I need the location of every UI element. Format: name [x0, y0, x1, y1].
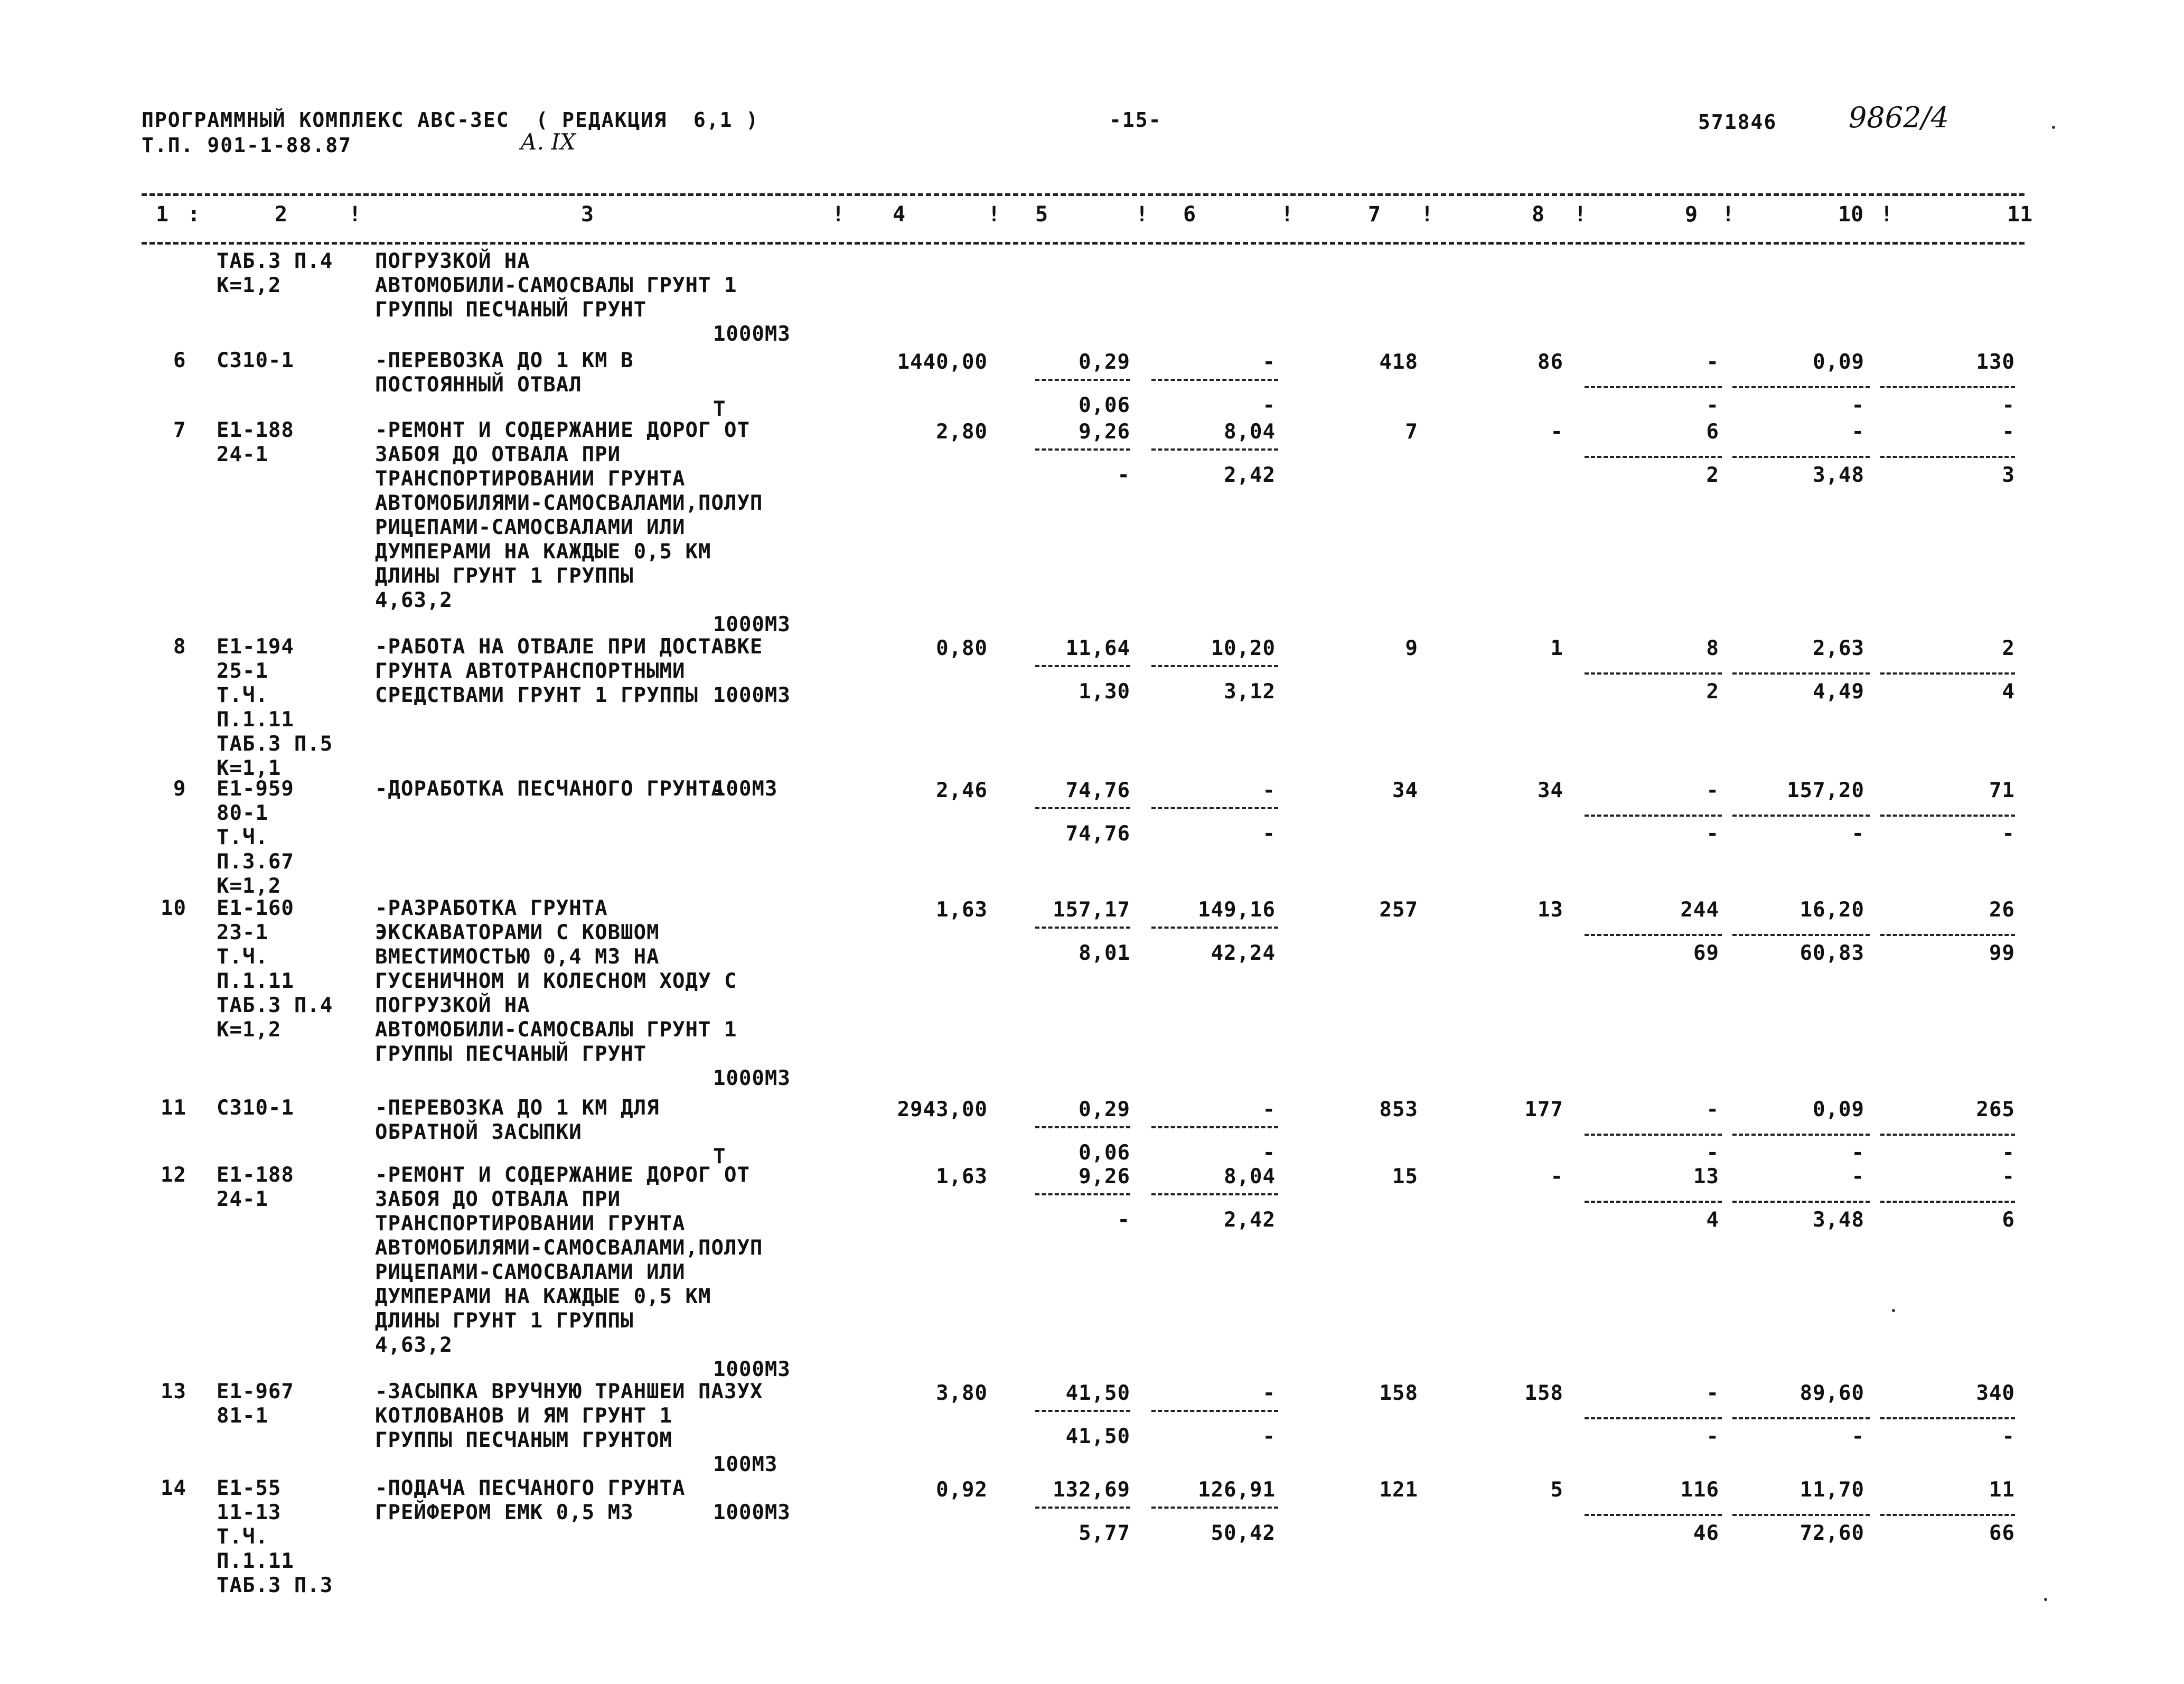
- col10-value: 2,63: [1813, 637, 1864, 660]
- col5-value: 74,76: [1065, 779, 1130, 802]
- norm-code: 23-1: [217, 921, 268, 944]
- work-description: ЗАБОЯ ДО ОТВАЛА ПРИ: [375, 443, 621, 466]
- col6-value: -: [1262, 779, 1276, 802]
- col5-value: 9,26: [1079, 1165, 1130, 1189]
- fraction-bar: [1732, 456, 1870, 458]
- column-header-rule: [142, 242, 2024, 245]
- norm-code: Е1-55: [217, 1476, 282, 1500]
- fraction-bar: [1732, 815, 1870, 817]
- col11-value: 340: [1976, 1381, 2015, 1405]
- col5-sub-value: 41,50: [1065, 1425, 1130, 1448]
- fraction-bar: [1585, 1514, 1722, 1516]
- fraction-bar: [1035, 1126, 1130, 1128]
- col11-sub-value: -: [2002, 394, 2015, 417]
- fraction-bar: [1035, 1507, 1130, 1509]
- col5-value: 9,26: [1079, 420, 1130, 444]
- norm-code: П.3.67: [217, 850, 294, 874]
- col6-sub-value: 2,42: [1224, 463, 1276, 487]
- col11-value: 2: [2002, 637, 2015, 660]
- col9-sub-value: 4: [1706, 1208, 1719, 1232]
- work-description: ГРУППЫ ПЕСЧАНЫЙ ГРУНТ: [375, 1042, 647, 1066]
- col4-quantity: 1,63: [936, 898, 988, 922]
- fraction-bar: [1880, 1201, 2015, 1203]
- col6-sub-value: 42,24: [1211, 941, 1276, 965]
- fraction-bar: [1732, 672, 1870, 675]
- col4-quantity: 2,80: [936, 420, 988, 444]
- work-description: ТРАНСПОРТИРОВАНИИ ГРУНТА: [375, 467, 686, 491]
- col10-value: -: [1851, 1165, 1864, 1189]
- fraction-bar: [1585, 934, 1722, 936]
- fraction-bar: [1585, 815, 1722, 817]
- work-description: ЗАБОЯ ДО ОТВАЛА ПРИ: [375, 1187, 621, 1211]
- unit-of-measure: Т: [713, 1145, 726, 1168]
- col11-sub-value: 4: [2002, 680, 2015, 704]
- fraction-bar: [1151, 1507, 1278, 1509]
- row-number: 7: [173, 418, 186, 442]
- fraction-bar: [1880, 456, 2015, 458]
- fraction-bar: [1732, 1417, 1870, 1419]
- col8-value: 1: [1550, 637, 1563, 660]
- column-header-2: 2: [275, 202, 288, 227]
- col6-value: 149,16: [1198, 898, 1276, 922]
- norm-code: ТАБ.3 П.4: [217, 249, 333, 273]
- col6-value: 126,91: [1198, 1478, 1276, 1502]
- col6-sub-value: 2,42: [1224, 1208, 1276, 1232]
- col7-value: 34: [1392, 779, 1418, 802]
- column-separator: !: [1880, 202, 1894, 227]
- col6-value: 8,04: [1224, 1165, 1276, 1189]
- fraction-bar: [1035, 927, 1130, 929]
- col5-value: 132,69: [1053, 1478, 1130, 1502]
- fraction-bar: [1151, 665, 1278, 667]
- col5-sub-value: 74,76: [1065, 822, 1130, 846]
- work-description: -РЕМОНТ И СОДЕРЖАНИЕ ДОРОГ ОТ: [375, 1163, 750, 1187]
- col6-sub-value: -: [1262, 822, 1276, 846]
- col5-value: 0,29: [1079, 350, 1130, 374]
- col8-value: 34: [1538, 779, 1563, 802]
- fraction-bar: [1732, 1134, 1870, 1136]
- norm-code: 24-1: [217, 1187, 268, 1211]
- sheet-mark: А. IX: [520, 129, 576, 155]
- col7-value: 853: [1379, 1098, 1418, 1121]
- work-description: РИЦЕПАМИ-САМОСВАЛАМИ ИЛИ: [375, 516, 686, 539]
- fraction-bar: [1151, 927, 1278, 929]
- work-description: ДЛИНЫ ГРУНТ 1 ГРУППЫ: [375, 564, 634, 588]
- column-header-3: 3: [581, 202, 594, 227]
- col11-value: 130: [1976, 350, 2015, 374]
- work-description: ТРАНСПОРТИРОВАНИИ ГРУНТА: [375, 1212, 686, 1236]
- work-description: ГРУППЫ ПЕСЧАНЫЙ ГРУНТ: [375, 298, 647, 322]
- col11-value: 26: [1989, 898, 2015, 922]
- column-separator: !: [832, 202, 845, 227]
- col5-value: 11,64: [1065, 637, 1130, 660]
- col10-value: 11,70: [1799, 1478, 1864, 1502]
- speck: [1892, 1309, 1895, 1312]
- column-header-9: 9: [1685, 202, 1698, 227]
- norm-code: К=1,2: [217, 1018, 282, 1042]
- norm-code: ТАБ.3 П.4: [217, 994, 333, 1017]
- norm-code: Е1-188: [217, 418, 294, 442]
- norm-code: П.1.11: [217, 1549, 294, 1573]
- col8-value: 86: [1538, 350, 1563, 374]
- norm-code: Е1-188: [217, 1163, 294, 1187]
- col7-value: 158: [1379, 1381, 1418, 1405]
- work-description: -РАЗРАБОТКА ГРУНТА: [375, 896, 608, 920]
- work-description: ДЛИНЫ ГРУНТ 1 ГРУППЫ: [375, 1309, 634, 1333]
- unit-of-measure: 1000М3: [713, 684, 791, 707]
- col7-value: 15: [1392, 1165, 1418, 1189]
- column-header-1: 1: [156, 202, 169, 227]
- work-description: АВТОМОБИЛЯМИ-САМОСВАЛАМИ,ПОЛУП: [375, 491, 763, 515]
- column-separator: !: [1574, 202, 1587, 227]
- col11-value: -: [2002, 1165, 2015, 1189]
- program-title: ПРОГРАММНЫЙ КОМПЛЕКС АВС-ЗЕС ( РЕДАКЦИЯ 6,1 ): [142, 108, 760, 132]
- col6-value: -: [1262, 1381, 1276, 1405]
- col9-value: -: [1706, 1381, 1719, 1405]
- col9-value: -: [1706, 350, 1719, 374]
- fraction-bar: [1585, 386, 1722, 388]
- col11-value: 265: [1976, 1098, 2015, 1121]
- fraction-bar: [1585, 1201, 1722, 1203]
- column-separator: !: [1722, 202, 1735, 227]
- handwritten-index: 9862/4: [1849, 101, 1949, 134]
- col6-sub-value: -: [1262, 1425, 1276, 1448]
- col8-value: 177: [1524, 1098, 1563, 1121]
- col6-value: 10,20: [1211, 637, 1276, 660]
- col11-sub-value: -: [2002, 1141, 2015, 1165]
- fraction-bar: [1151, 1410, 1278, 1412]
- norm-code: ТАБ.3 П.3: [217, 1574, 333, 1597]
- work-description: ПОГРУЗКОЙ НА: [375, 249, 530, 273]
- norm-code: К=1,2: [217, 274, 282, 297]
- col7-value: 121: [1379, 1478, 1418, 1502]
- work-description: 4,63,2: [375, 1333, 453, 1357]
- norm-code: 24-1: [217, 443, 268, 466]
- norm-code: Т.Ч.: [217, 684, 268, 707]
- col4-quantity: 0,80: [936, 637, 988, 660]
- col10-value: 157,20: [1787, 779, 1864, 802]
- col4-quantity: 0,92: [936, 1478, 988, 1502]
- col9-sub-value: -: [1706, 822, 1719, 846]
- col10-sub-value: 60,83: [1799, 941, 1864, 965]
- document-code: 571846: [1698, 110, 1777, 134]
- col8-value: 5: [1550, 1478, 1563, 1502]
- column-header-10: 10: [1838, 202, 1864, 227]
- col5-sub-value: 5,77: [1079, 1521, 1130, 1545]
- norm-code: П.1.11: [217, 969, 294, 993]
- work-description: -РАБОТА НА ОТВАЛЕ ПРИ ДОСТАВКЕ: [375, 635, 763, 659]
- col11-value: 11: [1989, 1478, 2015, 1502]
- column-header-11: 11: [2007, 202, 2033, 227]
- project-code: Т.П. 901-1-88.87: [142, 134, 352, 157]
- speck: [2044, 1598, 2047, 1601]
- norm-code: 81-1: [217, 1404, 268, 1428]
- column-separator: !: [1136, 202, 1149, 227]
- col4-quantity: 2,46: [936, 779, 988, 802]
- row-number: 11: [161, 1096, 186, 1120]
- work-description: АВТОМОБИЛЯМИ-САМОСВАЛАМИ,ПОЛУП: [375, 1236, 763, 1260]
- column-header-7: 7: [1368, 202, 1381, 227]
- col6-sub-value: 3,12: [1224, 680, 1276, 704]
- fraction-bar: [1151, 1126, 1278, 1128]
- fraction-bar: [1035, 807, 1130, 809]
- norm-code: С310-1: [217, 349, 294, 372]
- col6-sub-value: -: [1262, 394, 1276, 417]
- work-description: 4,63,2: [375, 588, 453, 612]
- row-number: 13: [161, 1380, 186, 1404]
- col9-sub-value: -: [1706, 1425, 1719, 1448]
- fraction-bar: [1585, 672, 1722, 675]
- norm-code: Е1-959: [217, 777, 294, 801]
- norm-code: К=1,1: [217, 756, 282, 780]
- fraction-bar: [1035, 1410, 1130, 1412]
- col6-value: -: [1262, 350, 1276, 374]
- row-number: 12: [161, 1163, 186, 1187]
- speck: [2052, 126, 2055, 129]
- column-separator: !: [349, 202, 362, 227]
- work-description: КОТЛОВАНОВ И ЯМ ГРУНТ 1: [375, 1404, 673, 1428]
- unit-of-measure: 1000М3: [713, 1501, 791, 1524]
- column-separator: !: [988, 202, 1001, 227]
- col5-sub-value: 1,30: [1079, 680, 1130, 704]
- fraction-bar: [1732, 934, 1870, 936]
- col9-sub-value: -: [1706, 394, 1719, 417]
- row-number: 10: [161, 896, 186, 920]
- work-description: ПОСТОЯННЫЙ ОТВАЛ: [375, 373, 582, 397]
- column-separator: !: [1421, 202, 1434, 227]
- work-description: РИЦЕПАМИ-САМОСВАЛАМИ ИЛИ: [375, 1260, 686, 1284]
- work-description: ДУМПЕРАМИ НА КАЖДЫЕ 0,5 КМ: [375, 1285, 711, 1308]
- work-description: АВТОМОБИЛИ-САМОСВАЛЫ ГРУНТ 1: [375, 274, 737, 297]
- col6-sub-value: -: [1262, 1141, 1276, 1165]
- norm-code: ТАБ.3 П.5: [217, 732, 333, 756]
- fraction-bar: [1732, 386, 1870, 388]
- fraction-bar: [1880, 672, 2015, 675]
- row-number: 8: [173, 635, 186, 659]
- unit-of-measure: 1000М3: [713, 1066, 791, 1090]
- col10-sub-value: 4,49: [1813, 680, 1864, 704]
- norm-code: Е1-194: [217, 635, 294, 659]
- col5-value: 0,29: [1079, 1098, 1130, 1121]
- col5-value: 157,17: [1053, 898, 1130, 922]
- work-description: -ПЕРЕВОЗКА ДО 1 КМ ДЛЯ: [375, 1096, 660, 1120]
- col8-value: 13: [1538, 898, 1563, 922]
- fraction-bar: [1880, 1514, 2015, 1516]
- row-number: 6: [173, 349, 186, 372]
- fraction-bar: [1035, 379, 1130, 381]
- col11-sub-value: -: [2002, 822, 2015, 846]
- norm-code: Е1-160: [217, 896, 294, 920]
- col9-value: 116: [1680, 1478, 1719, 1502]
- unit-of-measure: 100М3: [713, 777, 778, 801]
- col4-quantity: 3,80: [936, 1381, 988, 1405]
- norm-code: Е1-967: [217, 1380, 294, 1404]
- work-description: АВТОМОБИЛИ-САМОСВАЛЫ ГРУНТ 1: [375, 1018, 737, 1042]
- row-number: 9: [173, 777, 186, 801]
- col8-value: -: [1550, 1165, 1563, 1189]
- col11-value: -: [2002, 420, 2015, 444]
- norm-code: П.1.11: [217, 708, 294, 732]
- column-header-8: 8: [1532, 202, 1545, 227]
- col9-value: 13: [1693, 1165, 1719, 1189]
- col10-sub-value: -: [1851, 822, 1864, 846]
- norm-code: Т.Ч.: [217, 826, 268, 849]
- col10-value: 0,09: [1813, 1098, 1864, 1121]
- col9-value: 244: [1680, 898, 1719, 922]
- col5-sub-value: 8,01: [1079, 941, 1130, 965]
- col7-value: 257: [1379, 898, 1418, 922]
- fraction-bar: [1732, 1514, 1870, 1516]
- work-description: ЭКСКАВАТОРАМИ С КОВШОМ: [375, 921, 660, 944]
- unit-of-measure: Т: [713, 397, 726, 421]
- fraction-bar: [1585, 1417, 1722, 1419]
- work-description: ОБРАТНОЙ ЗАСЫПКИ: [375, 1120, 582, 1144]
- norm-code: 11-13: [217, 1501, 282, 1524]
- work-description: ГРУППЫ ПЕСЧАНЫМ ГРУНТОМ: [375, 1428, 673, 1452]
- fraction-bar: [1880, 1417, 2015, 1419]
- col5-sub-value: 0,06: [1079, 394, 1130, 417]
- col11-sub-value: 66: [1989, 1521, 2015, 1545]
- col10-sub-value: -: [1851, 394, 1864, 417]
- col4-quantity: 2943,00: [897, 1098, 988, 1121]
- norm-code: Т.Ч.: [217, 945, 268, 969]
- work-description: ВМЕСТИМОСТЬЮ 0,4 М3 НА: [375, 945, 660, 969]
- top-rule: [142, 193, 2024, 196]
- fraction-bar: [1880, 934, 2015, 936]
- work-description: ГУСЕНИЧНОМ И КОЛЕСНОМ ХОДУ С: [375, 969, 737, 993]
- column-separator: !: [1281, 202, 1294, 227]
- norm-code: 80-1: [217, 801, 268, 825]
- col10-value: 89,60: [1799, 1381, 1864, 1405]
- unit-of-measure: 1000М3: [713, 322, 791, 346]
- fraction-bar: [1151, 379, 1278, 381]
- col6-sub-value: 50,42: [1211, 1521, 1276, 1545]
- column-header-6: 6: [1183, 202, 1196, 227]
- col9-value: -: [1706, 779, 1719, 802]
- fraction-bar: [1585, 456, 1722, 458]
- unit-of-measure: 1000М3: [713, 613, 791, 637]
- fraction-bar: [1035, 665, 1130, 667]
- row-number: 14: [161, 1476, 186, 1500]
- column-separator: :: [188, 202, 201, 227]
- work-description: ДУМПЕРАМИ НА КАЖДЫЕ 0,5 КМ: [375, 540, 711, 564]
- column-header-5: 5: [1035, 202, 1048, 227]
- norm-code: Т.Ч.: [217, 1525, 268, 1549]
- unit-of-measure: 100М3: [713, 1453, 778, 1476]
- work-description: -ЗАСЫПКА ВРУЧНУЮ ТРАНШЕИ ПАЗУХ: [375, 1380, 763, 1404]
- fraction-bar: [1035, 1193, 1130, 1195]
- fraction-bar: [1151, 807, 1278, 809]
- norm-code: 25-1: [217, 659, 268, 683]
- page-number: -15-: [1109, 108, 1162, 132]
- col10-value: 16,20: [1799, 898, 1864, 922]
- fraction-bar: [1151, 1193, 1278, 1195]
- col9-value: 6: [1706, 420, 1719, 444]
- work-description: -ДОРАБОТКА ПЕСЧАНОГО ГРУНТА: [375, 777, 724, 801]
- fraction-bar: [1151, 448, 1278, 451]
- col6-value: 8,04: [1224, 420, 1276, 444]
- unit-of-measure: 1000М3: [713, 1358, 791, 1381]
- col10-sub-value: -: [1851, 1425, 1864, 1448]
- col8-value: 158: [1524, 1381, 1563, 1405]
- col9-sub-value: 2: [1706, 680, 1719, 704]
- fraction-bar: [1732, 1201, 1870, 1203]
- col10-value: -: [1851, 420, 1864, 444]
- col11-sub-value: 6: [2002, 1208, 2015, 1232]
- norm-code: С310-1: [217, 1096, 294, 1120]
- work-description: СРЕДСТВАМИ ГРУНТ 1 ГРУППЫ: [375, 684, 698, 707]
- work-description: -РЕМОНТ И СОДЕРЖАНИЕ ДОРОГ ОТ: [375, 418, 750, 442]
- col6-value: -: [1262, 1098, 1276, 1121]
- col5-sub-value: -: [1117, 1208, 1130, 1232]
- col4-quantity: 1,63: [936, 1165, 988, 1189]
- col9-sub-value: 2: [1706, 463, 1719, 487]
- col8-value: -: [1550, 420, 1563, 444]
- fraction-bar: [1585, 1134, 1722, 1136]
- col7-value: 7: [1405, 420, 1418, 444]
- work-description: -ПЕРЕВОЗКА ДО 1 КМ В: [375, 349, 634, 372]
- col9-sub-value: -: [1706, 1141, 1719, 1165]
- col10-value: 0,09: [1813, 350, 1864, 374]
- col9-value: -: [1706, 1098, 1719, 1121]
- col11-sub-value: -: [2002, 1425, 2015, 1448]
- column-header-4: 4: [893, 202, 906, 227]
- col10-sub-value: 3,48: [1813, 1208, 1864, 1232]
- col7-value: 418: [1379, 350, 1418, 374]
- col5-sub-value: -: [1117, 463, 1130, 487]
- fraction-bar: [1880, 815, 2015, 817]
- col10-sub-value: 72,60: [1799, 1521, 1864, 1545]
- work-description: ГРЕЙФЕРОМ ЕМК 0,5 М3: [375, 1501, 634, 1524]
- fraction-bar: [1880, 1134, 2015, 1136]
- col4-quantity: 1440,00: [897, 350, 988, 374]
- fraction-bar: [1880, 386, 2015, 388]
- fraction-bar: [1035, 448, 1130, 451]
- norm-code: К=1,2: [217, 874, 282, 898]
- col9-value: 8: [1706, 637, 1719, 660]
- col7-value: 9: [1405, 637, 1418, 660]
- col5-sub-value: 0,06: [1079, 1141, 1130, 1165]
- col5-value: 41,50: [1065, 1381, 1130, 1405]
- col9-sub-value: 69: [1693, 941, 1719, 965]
- col11-value: 71: [1989, 779, 2015, 802]
- work-description: ГРУНТА АВТОТРАНСПОРТНЫМИ: [375, 659, 686, 683]
- col9-sub-value: 46: [1693, 1521, 1719, 1545]
- col11-sub-value: 99: [1989, 941, 2015, 965]
- work-description: ПОГРУЗКОЙ НА: [375, 994, 530, 1017]
- col10-sub-value: 3,48: [1813, 463, 1864, 487]
- work-description: -ПОДАЧА ПЕСЧАНОГО ГРУНТА: [375, 1476, 686, 1500]
- col11-sub-value: 3: [2002, 463, 2015, 487]
- col10-sub-value: -: [1851, 1141, 1864, 1165]
